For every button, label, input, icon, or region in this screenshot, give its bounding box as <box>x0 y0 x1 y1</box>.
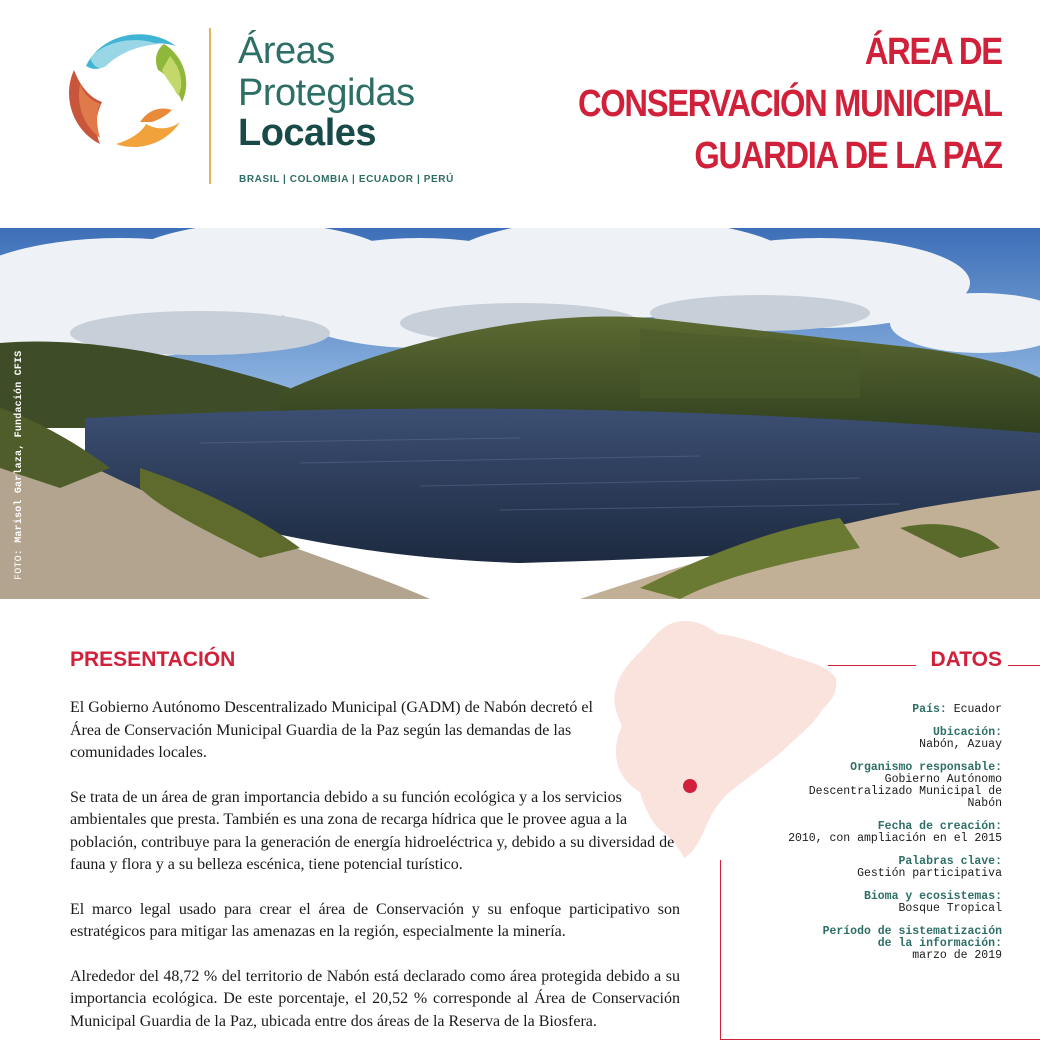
datos-ubicacion-value: Nabón, Azuay <box>919 738 1002 751</box>
presentacion-paragraph-4: Alrededor del 48,72 % del territorio de Nabón está declarado como área protegida debido a su importancia ecológica. De este porcentaje, el 20,52 % corresponde al Área de Conservación Municipal Guardia de la Paz, ubicada entre dos áreas de la Reserva de la Biosfera. <box>70 967 680 1030</box>
logo-text-areas: Áreas <box>238 30 335 72</box>
logo-countries: BRASIL | COLOMBIA | ECUADOR | PERÚ <box>239 174 454 185</box>
datos-fecha-value: 2010, con ampliación en el 2015 <box>788 832 1002 845</box>
photo-credit <box>14 351 25 580</box>
presentacion-paragraph-3: El marco legal usado para crear el área de Conservación y su enfoque participativo son estratégicos para mitigar las amenazas en la región, especialmente la minería. <box>70 900 680 940</box>
photo-credit-prefix: FOTO: <box>14 542 25 580</box>
datos-ubicacion-label: Ubicación: <box>932 726 1002 739</box>
datos-frame-bottom <box>720 1039 1040 1040</box>
datos-pais-value: Ecuador <box>953 703 1002 716</box>
datos-bioma-label: Bioma y ecosistemas: <box>863 890 1002 903</box>
datos-list <box>702 704 1002 973</box>
datos-rule-left <box>828 665 916 666</box>
datos-palabras-label: Palabras clave: <box>898 855 1002 868</box>
title-line-1: ÁREA DE <box>865 31 1002 73</box>
title-line-2: CONSERVACIÓN MUNICIPAL <box>578 83 1002 125</box>
hands-globe-logo-icon <box>66 26 192 152</box>
page-title <box>578 26 1002 182</box>
datos-periodo <box>702 926 1002 962</box>
areas-protegidas-logo <box>66 26 454 186</box>
datos-palabras-value: Gestión participativa <box>857 867 1002 880</box>
landscape-illustration <box>0 228 1040 599</box>
presentacion-paragraph-2: Se trata de un área de gran importancia debido a su función ecológica y a los servicios ambientales que presta. También es una zona de recarga hídrica que le provee agua a la población, contribuye para la generación de energía hidroeléctrica y, debido a su diversidad de fauna y flora y a su belleza escénica, tiene potencial turístico. <box>70 788 675 873</box>
presentacion-heading: PRESENTACIÓN <box>70 648 236 671</box>
datos-organismo-value-1: Gobierno Autónomo <box>884 773 1002 786</box>
datos-bioma <box>702 891 1002 915</box>
datos-pais <box>702 704 1002 716</box>
presentacion-body <box>70 697 680 1055</box>
title-line-3: GUARDIA DE LA PAZ <box>694 135 1002 177</box>
datos-organismo-value-3: Nabón <box>967 797 1002 810</box>
datos-ubicacion <box>702 727 1002 751</box>
datos-periodo-label-2: de la información: <box>877 937 1002 950</box>
logo-text-protegidas: Protegidas <box>238 72 415 114</box>
datos-periodo-value: marzo de 2019 <box>912 949 1002 962</box>
photo-credit-name: Marisol Garlaza, Fundación CFIS <box>14 350 25 543</box>
datos-organismo-label: Organismo responsable: <box>850 761 1002 774</box>
presentacion-paragraph-1: El Gobierno Autónomo Descentralizado Municipal (GADM) de Nabón decretó el Área de Conservación Municipal Guardia de la Paz según las demandas de las comunidades locales. <box>70 699 593 761</box>
datos-pais-label: País: <box>912 703 947 716</box>
lagoon-landscape-photo <box>0 228 1040 599</box>
datos-periodo-label-1: Período de sistematización <box>822 925 1002 938</box>
datos-organismo <box>702 762 1002 810</box>
datos-fecha-label: Fecha de creación: <box>877 820 1002 833</box>
datos-organismo-value-2: Descentralizado Municipal de <box>808 785 1002 798</box>
datos-fecha <box>702 821 1002 845</box>
logo-text-locales: Locales <box>238 112 377 154</box>
datos-palabras <box>702 856 1002 880</box>
datos-rule-right <box>1008 665 1040 666</box>
datos-bioma-value: Bosque Tropical <box>898 902 1002 915</box>
logo-divider <box>209 28 211 184</box>
datos-heading: DATOS <box>930 648 1002 671</box>
